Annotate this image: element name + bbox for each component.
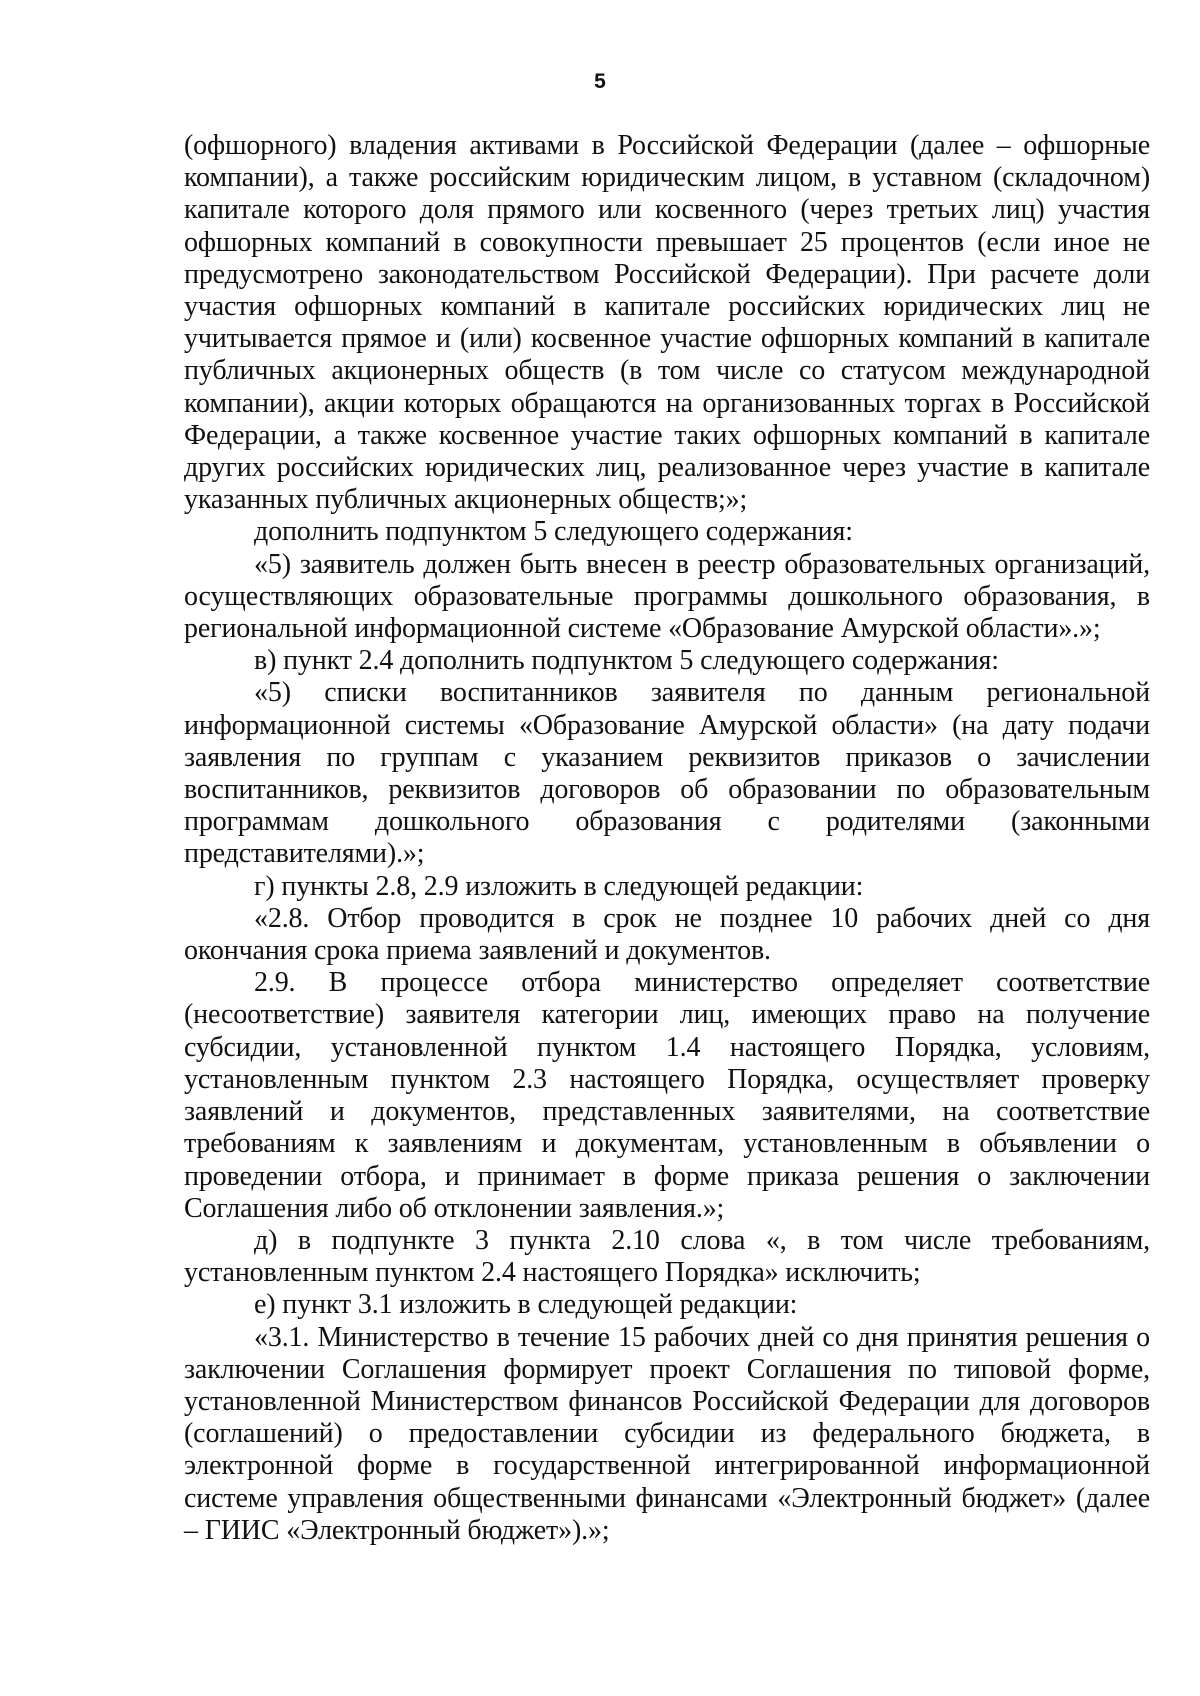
paragraph-subitem-5-registry: «5) заявитель должен быть внесен в реестр образовательных организаций, осуществляющих образовательные программы дошкольного образования, в региональной информационной системе «Образование Амурской области».»;	[184, 548, 1150, 645]
paragraph-item-2-9: 2.9. В процессе отбора министерство определяет соответствие (несоответствие) заявителя категории лиц, имеющих право на получение субсидии, установленной пунктом 1.4 настоящего Порядка, условиям, установленным пунктом 2.3 настоящего Порядка, осуществляет проверку заявлений и документов, представленных заявителями, на соответствие требованиям к заявлениям и документам, установленным в объявлении о проведении отбора, и принимает в форме приказа решения о заключении Соглашения либо об отклонении заявления.»;	[184, 967, 1150, 1224]
paragraph-items-2-8-2-9: г) пункты 2.8, 2.9 изложить в следующей редакции:	[254, 870, 864, 902]
paragraph-item-2-8: «2.8. Отбор проводится в срок не позднее 10 рабочих дней со дня окончания срока приема заявлений и документов.	[184, 902, 1150, 967]
paragraph-subitem-5-pupil-lists: «5) списки воспитанников заявителя по данным региональной информационной системы «Образование Амурской области» (на дату подачи заявления по группам с указанием реквизитов приказов о зачислении воспитанников, реквизитов договоров об образовании по образовательным программам дошкольного образования с родителями (законными представителями).»;	[184, 677, 1150, 870]
page-number: 5	[594, 70, 606, 93]
paragraph-add-subitem-5: дополнить подпунктом 5 следующего содержания:	[254, 516, 853, 548]
document-body	[184, 130, 1150, 1547]
paragraph-offshore-definition: (офшорного) владения активами в Российской Федерации (далее – офшорные компании), а также российским юридическим лицом, в уставном (складочном) капитале которого доля прямого или косвенного (через третьих лиц) участия офшорных компаний в совокупности превышает 25 процентов (если иное не предусмотрено законодательством Российской Федерации). При расчете доли участия офшорных компаний в капитале российских юридических лиц не учитывается прямое и (или) косвенное участие офшорных компаний в капитале публичных акционерных обществ (в том числе со статусом международной компании), акции которых обращаются на организованных торгах в Российской Федерации, а также косвенное участие таких офшорных компаний в капитале других российских юридических лиц, реализованное через участие в капитале указанных публичных акционерных обществ;»;	[184, 130, 1150, 516]
paragraph-item-2-4: в) пункт 2.4 дополнить подпунктом 5 следующего содержания:	[254, 645, 999, 677]
paragraph-item-3-1: «3.1. Министерство в течение 15 рабочих дней со дня принятия решения о заключении Соглашения формирует проект Соглашения по типовой форме, установленной Министерством финансов Российской Федерации для договоров (соглашений) о предоставлении субсидии из федерального бюджета, в электронной форме в государственной интегрированной информационной системе управления общественными финансами «Электронный бюджет» (далее – ГИИС «Электронный бюджет»).»;	[184, 1321, 1150, 1546]
paragraph-item-3-1-intro: е) пункт 3.1 изложить в следующей редакции:	[254, 1289, 798, 1321]
paragraph-item-2-10: д) в подпункте 3 пункта 2.10 слова «, в том числе требованиям, установленным пунктом 2.4 настоящего Порядка» исключить;	[184, 1224, 1150, 1289]
